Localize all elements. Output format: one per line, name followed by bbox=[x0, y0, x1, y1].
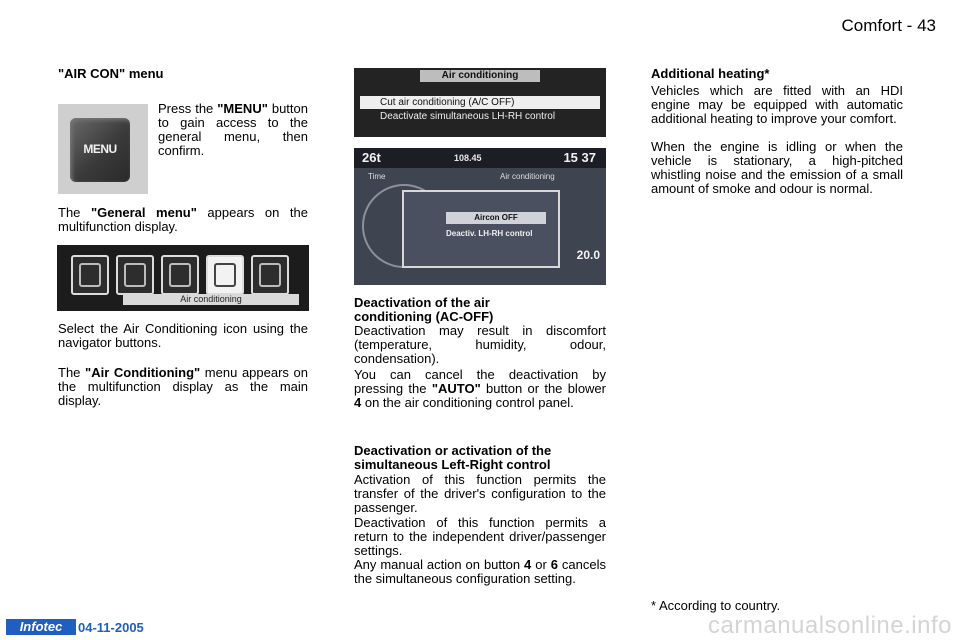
ac-off-heading: Deactivation of the air conditioning (AC-OFF) bbox=[354, 295, 494, 324]
page-header bbox=[841, 16, 936, 36]
vehicle-info-icon bbox=[116, 255, 154, 295]
text-run: button or the blower bbox=[480, 381, 606, 396]
navigation-icon bbox=[71, 255, 109, 295]
text-run: The bbox=[58, 205, 91, 220]
section-title: Comfort bbox=[841, 16, 902, 35]
general-menu-text bbox=[58, 206, 308, 234]
header-separator: - bbox=[906, 16, 913, 35]
text-run: menu appears on the multifunction display as the main display. bbox=[58, 365, 309, 408]
ac-menu-item-cut-ac: Cut air conditioning (A/C OFF) bbox=[360, 96, 600, 109]
air-conditioning-keyword: "Air Conditioning" bbox=[85, 365, 201, 380]
text-run: Any manual action on button bbox=[354, 557, 525, 572]
display-popup bbox=[402, 190, 560, 268]
blower-number: 4 bbox=[354, 395, 362, 410]
display-value: 20.0 bbox=[576, 248, 600, 262]
text-run: button to gain access to the general menu, then confirm. bbox=[158, 101, 308, 158]
text-run: cancels the simultaneous configuration setting. bbox=[354, 557, 606, 586]
menu-button-label: MENU bbox=[83, 142, 117, 156]
display-tab-air-conditioning: Air conditioning bbox=[500, 172, 555, 181]
air-con-menu-heading: "AIR CON" menu bbox=[58, 66, 164, 81]
text-run: appears on the multifunction display. bbox=[58, 205, 308, 234]
watermark: carmanualsonline.info bbox=[708, 612, 952, 639]
ac-menu-item-lh-rh: Deactivate simultaneous LH-RH control bbox=[380, 111, 556, 122]
text-run: on the air conditioning control panel. bbox=[361, 395, 574, 410]
air-conditioning-menu-text bbox=[58, 366, 308, 408]
menu-keyword: "MENU" bbox=[217, 101, 268, 116]
menu-instruction bbox=[158, 102, 308, 158]
text-run: You can cancel the deactivation by pressing the bbox=[354, 367, 606, 396]
button-6: 6 bbox=[550, 557, 558, 572]
text-run: The bbox=[58, 365, 86, 380]
display-temperature: 26t bbox=[362, 150, 381, 165]
text-run: or bbox=[531, 557, 551, 572]
air-conditioning-menu-screen bbox=[354, 68, 606, 137]
manual-action-paragraph bbox=[354, 558, 606, 586]
select-icon-text: Select the Air Conditioning icon using the navigator buttons. bbox=[58, 321, 308, 350]
infotec-logo: Infotec bbox=[6, 619, 76, 635]
general-menu-keyword: "General menu" bbox=[90, 205, 197, 220]
display-tab-time: Time bbox=[368, 172, 386, 181]
menu-button-image bbox=[70, 118, 130, 182]
text-run: Press the bbox=[158, 101, 218, 116]
auto-keyword: "AUTO" bbox=[431, 381, 481, 396]
deactivation-paragraph: Deactivation of this function permits a return to the independent driver/passenger settings. bbox=[354, 515, 606, 558]
display-radio-frequency: 108.45 bbox=[454, 153, 482, 163]
popup-aircon-off: Aircon OFF bbox=[446, 212, 546, 224]
popup-deactivate-lh-rh: Deactiv. LH-RH control bbox=[446, 229, 533, 238]
idling-paragraph: When the engine is idling or when the vehicle is stationary, a high-pitched whistling noise and the emission of a small amount of smoke and odour is normal. bbox=[651, 139, 903, 196]
footer-date: 04-11-2005 bbox=[78, 620, 144, 635]
settings-sliders-icon bbox=[161, 255, 199, 295]
display-clock: 15 37 bbox=[563, 150, 596, 165]
multifunction-display-photo bbox=[354, 148, 606, 285]
air-conditioning-icon bbox=[206, 255, 244, 295]
activation-paragraph: Activation of this function permits the transfer of the driver's configuration to the passenger. bbox=[354, 472, 606, 515]
footnote: * According to country. bbox=[651, 598, 781, 613]
menu-button-photo bbox=[58, 104, 148, 194]
page-number: 43 bbox=[917, 16, 936, 35]
button-4: 4 bbox=[524, 557, 532, 572]
general-menu-selected-label: Air conditioning bbox=[123, 294, 299, 305]
ac-off-paragraph: Deactivation may result in discomfort (temperature, humidity, odour, condensation). bbox=[354, 323, 606, 366]
additional-heating-paragraph: Vehicles which are fitted with an HDI engine may be equipped with automatic additional heating to improve your comfort. bbox=[651, 83, 903, 126]
lh-rh-heading: Deactivation or activation of the simultaneous Left-Right control bbox=[354, 443, 552, 472]
ac-menu-title: Air conditioning bbox=[420, 70, 540, 82]
additional-heating-heading: Additional heating* bbox=[651, 66, 770, 81]
cancel-deactivation-paragraph bbox=[354, 368, 606, 410]
telephone-icon bbox=[251, 255, 289, 295]
general-menu-screen bbox=[57, 245, 309, 311]
